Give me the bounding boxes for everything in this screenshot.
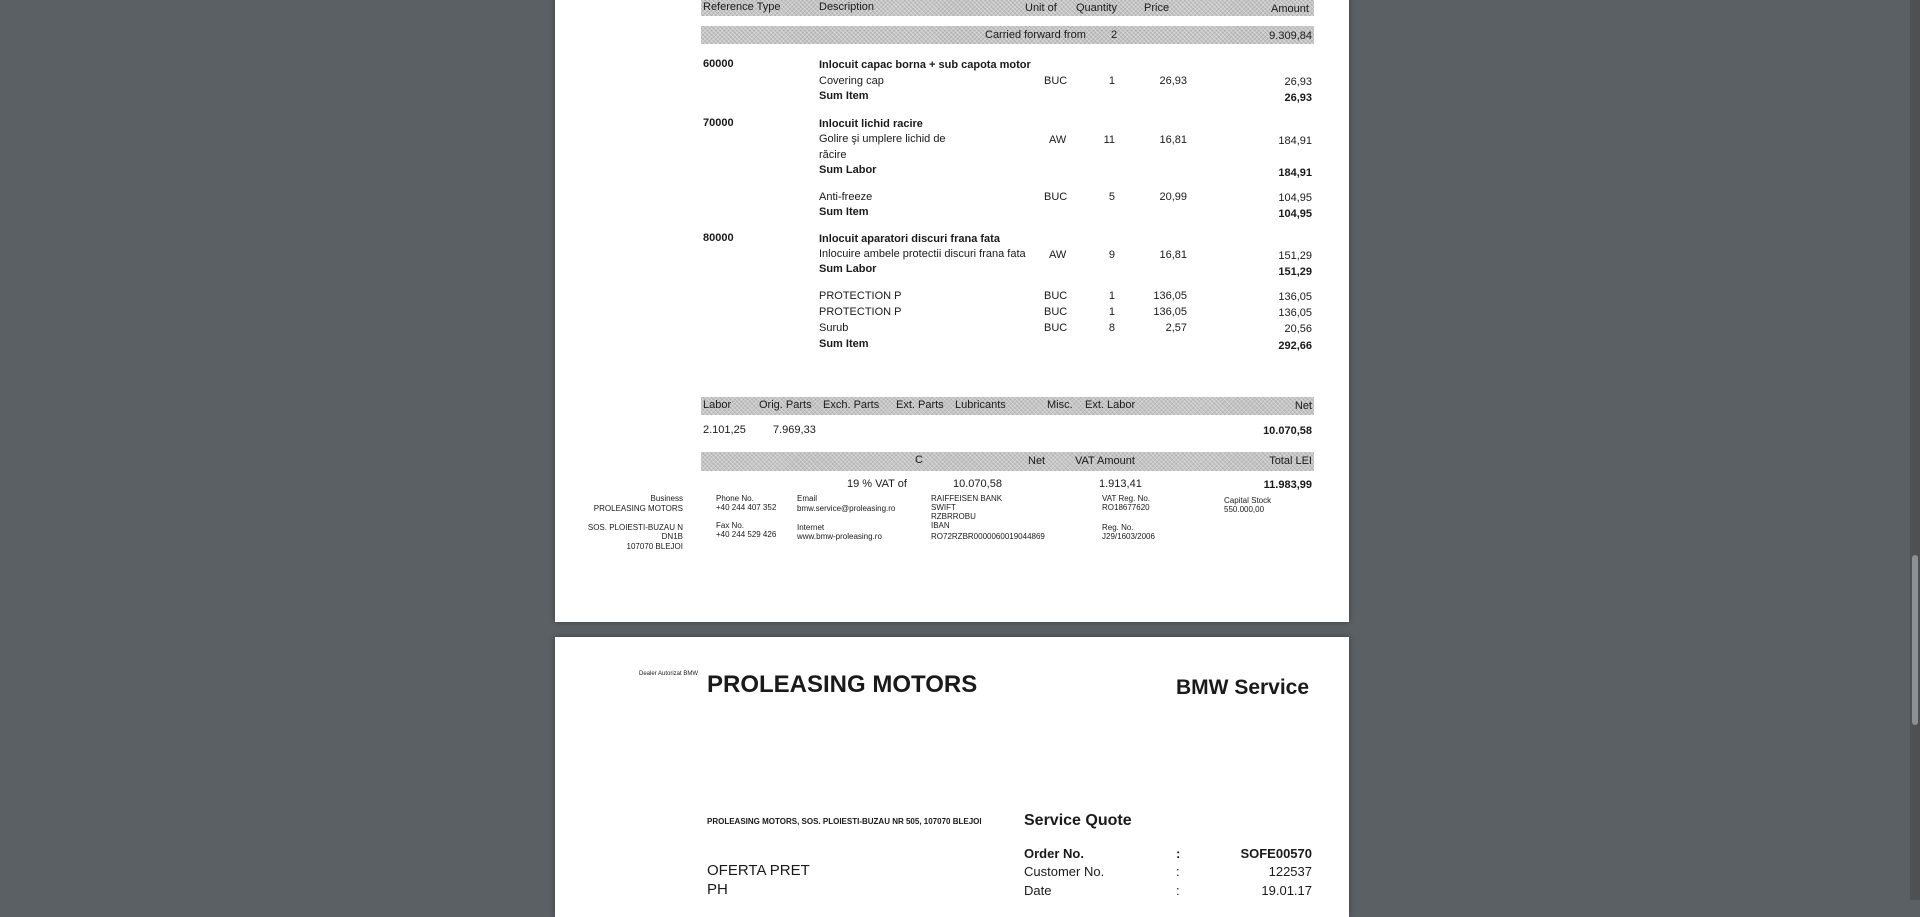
offer-title: OFERTA PRET	[707, 862, 810, 879]
sum-item-label: Sum Item	[819, 206, 869, 218]
row-description: PROTECTION P	[819, 290, 902, 302]
vertical-scrollbar[interactable]	[1910, 0, 1920, 900]
footer-capital-label: Capital Stock	[1224, 496, 1272, 505]
company-name: PROLEASING MOTORS	[707, 671, 978, 698]
date-value: 19.01.17	[1261, 883, 1312, 898]
row-unit: BUC	[1044, 75, 1068, 87]
sum-labor-label: Sum Labor	[819, 164, 877, 176]
footer-business-label: Business	[650, 494, 683, 503]
row-amount: 20,56	[1284, 323, 1312, 335]
row-unit: AW	[1049, 134, 1067, 146]
row-description: Inlocuire ambele protectii discuri frana fata	[819, 248, 1026, 260]
sum-item-label: Sum Item	[819, 90, 869, 102]
summary-col-ext-parts: Ext. Parts	[896, 399, 944, 411]
footer-capital: 550.000,00	[1224, 505, 1265, 514]
row-price: 136,05	[1153, 306, 1187, 318]
summary-col-misc: Misc.	[1047, 399, 1073, 411]
group-ref-80000: 80000	[703, 232, 734, 244]
row-amount: 184,91	[1278, 135, 1312, 147]
row-quantity: 1	[1108, 75, 1115, 87]
row-unit: BUC	[1044, 290, 1068, 302]
summary-col-exch-parts: Exch. Parts	[823, 399, 880, 411]
row-quantity: 5	[1108, 191, 1115, 203]
col-quantity: Quantity	[1076, 2, 1117, 14]
row-amount: 26,93	[1284, 76, 1312, 88]
dealer-label: Dealer Autorizat BMW	[639, 671, 699, 677]
vat-col-vat-amount: VAT Amount	[1075, 455, 1135, 467]
sum-item-value: 104,95	[1278, 208, 1312, 220]
carried-forward-label: Carried forward from	[985, 29, 1086, 41]
row-price: 16,81	[1159, 134, 1187, 146]
col-reference-type: Reference Type	[703, 1, 781, 13]
scrollbar-thumb[interactable]	[1912, 555, 1918, 725]
footer-internet-label: Internet	[797, 523, 825, 532]
sum-item-value: 292,66	[1278, 340, 1312, 352]
order-no-label: Order No.	[1024, 846, 1084, 861]
row-amount: 151,29	[1278, 250, 1312, 262]
row-amount: 136,05	[1278, 291, 1312, 303]
vat-net-value: 10.070,58	[953, 478, 1002, 490]
column-header-band	[701, 0, 1314, 16]
footer-address-1: SOS. PLOIESTI-BUZAU N	[587, 523, 683, 532]
customer-no-value: 122537	[1268, 864, 1312, 879]
footer-email-label: Email	[797, 494, 818, 503]
order-no-value: SOFE00570	[1240, 846, 1312, 861]
row-quantity: 11	[1103, 134, 1115, 146]
recipient-name: PH	[707, 881, 728, 898]
sum-labor-label: Sum Labor	[819, 263, 877, 275]
summary-orig-parts-value: 7.969,33	[773, 424, 816, 436]
summary-col-ext-labor: Ext. Labor	[1085, 399, 1136, 411]
date-colon: :	[1176, 883, 1180, 898]
footer-fax-label: Fax No.	[716, 521, 745, 530]
group-ref-70000: 70000	[703, 117, 734, 129]
sum-labor-value: 151,29	[1278, 266, 1312, 278]
vat-col-total: Total LEI	[1269, 455, 1312, 467]
footer-vat-reg-label: VAT Reg. No.	[1102, 494, 1151, 503]
footer-iban: RO72RZBR0000060019044869	[931, 532, 1045, 541]
summary-col-lubricants: Lubricants	[955, 399, 1006, 411]
footer-reg-label: Reg. No.	[1102, 523, 1134, 532]
vat-col-c: C	[915, 454, 923, 466]
col-price: Price	[1144, 2, 1170, 14]
date-label: Date	[1024, 883, 1052, 898]
row-description: Covering cap	[819, 75, 884, 87]
footer-phone-label: Phone No.	[716, 494, 754, 503]
row-price: 16,81	[1159, 249, 1187, 261]
summary-labor-value: 2.101,25	[703, 424, 746, 436]
row-price: 136,05	[1153, 290, 1187, 302]
brand-title: BMW Service	[1176, 676, 1310, 699]
vat-amount-value: 1.913,41	[1099, 478, 1142, 490]
customer-no-label: Customer No.	[1024, 864, 1105, 879]
sum-item-value: 26,93	[1284, 92, 1312, 104]
row-amount: 104,95	[1278, 192, 1312, 204]
vat-col-net: Net	[1028, 455, 1046, 467]
sum-labor-value: 184,91	[1278, 167, 1312, 179]
footer-bank: RAIFFEISEN BANK	[931, 494, 1003, 503]
row-description: Surub	[819, 322, 849, 334]
col-description: Description	[819, 1, 875, 13]
row-description-cont: răcire	[819, 149, 847, 161]
carried-forward-amount: 9.309,84	[1269, 30, 1312, 42]
row-description: PROTECTION P	[819, 306, 902, 318]
sender-address-line: PROLEASING MOTORS, SOS. PLOIESTI-BUZAU NR 505, 107070 BLEJOI	[707, 817, 982, 826]
row-amount: 136,05	[1278, 307, 1312, 319]
row-description: Golire şi umplere lichid de	[819, 133, 946, 145]
vat-rate: 19 % VAT of	[847, 478, 907, 490]
total-lei-value: 11.983,99	[1263, 479, 1312, 491]
footer-swift: RZBRROBU	[931, 512, 976, 521]
footer-phone: +40 244 407 352	[716, 503, 777, 512]
sum-item-label: Sum Item	[819, 338, 869, 350]
customer-no-colon: :	[1176, 864, 1180, 879]
summary-net-value: 10.070,58	[1263, 425, 1312, 437]
col-amount: Amount	[1271, 3, 1309, 15]
footer-address-2: DN1B	[661, 532, 683, 541]
document-title: Service Quote	[1024, 812, 1132, 829]
row-unit: AW	[1049, 249, 1067, 261]
row-quantity: 1	[1108, 290, 1115, 302]
row-unit: BUC	[1044, 322, 1068, 334]
footer-swift-label: SWIFT	[931, 503, 956, 512]
footer-fax: +40 244 529 426	[716, 530, 777, 539]
summary-col-orig-parts: Orig. Parts	[759, 399, 812, 411]
row-description: Anti-freeze	[819, 191, 873, 203]
document-page-1	[555, 0, 1349, 622]
footer-business-name: PROLEASING MOTORS	[593, 504, 683, 513]
group-ref-60000: 60000	[703, 58, 734, 70]
row-unit: BUC	[1044, 191, 1068, 203]
order-no-colon: :	[1176, 846, 1181, 861]
row-unit: BUC	[1044, 306, 1068, 318]
summary-col-net: Net	[1294, 400, 1312, 412]
carried-forward-page: 2	[1111, 29, 1118, 41]
summary-col-labor: Labor	[703, 399, 732, 411]
document-page-2	[555, 637, 1349, 917]
row-price: 2,57	[1165, 322, 1187, 334]
footer-address-3: 107070 BLEJOI	[626, 542, 683, 551]
group-title: Inlocuit capac borna + sub capota motor	[819, 59, 1031, 71]
row-price: 26,93	[1159, 75, 1187, 87]
row-quantity: 1	[1108, 306, 1115, 318]
group-title: Inlocuit lichid racire	[819, 118, 923, 130]
footer-iban-label: IBAN	[931, 521, 950, 530]
row-quantity: 9	[1108, 249, 1115, 261]
col-unit-of: Unit of	[1025, 2, 1057, 14]
group-title: Inlocuit aparatori discuri frana fata	[819, 233, 1000, 245]
row-quantity: 8	[1108, 322, 1115, 334]
footer-email: bmw.service@proleasing.ro	[797, 504, 896, 513]
footer-reg: J29/1603/2006	[1102, 532, 1155, 541]
footer-vat-reg: RO18677620	[1102, 503, 1150, 512]
row-price: 20,99	[1159, 191, 1187, 203]
footer-internet: www.bmw-proleasing.ro	[797, 532, 882, 541]
vat-header-band	[701, 452, 1314, 471]
